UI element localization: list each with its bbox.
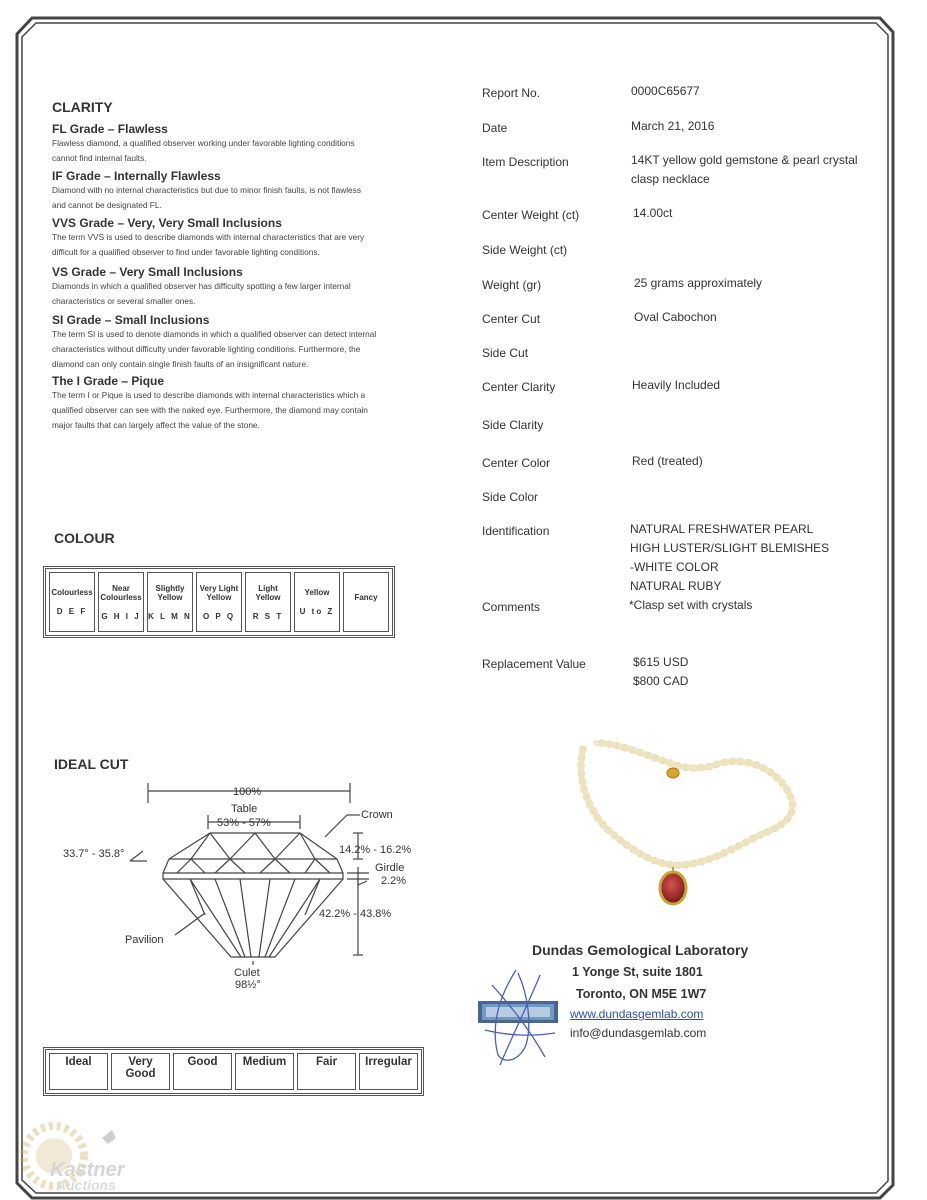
cut-label-culet: Culet — [234, 967, 260, 979]
cut-grade-medium: Medium — [235, 1053, 294, 1090]
cut-label-table: Table — [231, 803, 258, 815]
cut-grade-fair: Fair — [297, 1053, 356, 1090]
grade-vs — [52, 265, 422, 313]
field-value: $615 USD $800 CAD — [633, 655, 689, 688]
colour-cell-slightly-yellow: Slightly Yellow K L M N — [147, 572, 193, 632]
field-value: 14KT yellow gold gemstone & pearl crystal clasp necklace — [631, 153, 858, 186]
necklace-photo — [565, 735, 835, 915]
colour-cell-light-yellow: Light Yellow R S T — [245, 572, 291, 632]
colour-cell-colourless: Colourless D E F — [49, 572, 95, 632]
grade-title: IF Grade – Internally Flawless — [52, 169, 221, 183]
field-label: Weight (gr) — [482, 278, 542, 292]
field-value: 25 grams approximately — [634, 276, 763, 290]
lab-address-2: Toronto, ON M5E 1W7 — [576, 987, 707, 1001]
field-value: 14.00ct — [633, 206, 673, 220]
grade-desc: Diamond with no internal characteristics but due to minor finish faults, is not flawless and cannot be designated FL. — [52, 185, 361, 210]
cut-label-culet-pct: 98½° — [235, 979, 261, 991]
cut-grade-good: Good — [173, 1053, 232, 1090]
grade-si — [52, 313, 422, 374]
field-label: Item Description — [482, 155, 569, 169]
colour-cell-yellow: Yellow U to Z — [294, 572, 340, 632]
cut-grade-table — [43, 1047, 424, 1096]
colour-cell-very-light-yellow: Very Light Yellow O P Q — [196, 572, 242, 632]
field-label: Side Weight (ct) — [482, 243, 568, 257]
field-label: Side Clarity — [482, 418, 544, 432]
field-label: Date — [482, 121, 508, 135]
cut-label-girdle: Girdle — [375, 862, 405, 874]
field-value: Oval Cabochon — [634, 310, 717, 324]
ideal-cut-heading: IDEAL CUT — [54, 756, 129, 772]
field-value: NATURAL FRESHWATER PEARL HIGH LUSTER/SLIGHT BLEMISHES -WHITE COLOR NATURAL RUBY — [630, 522, 830, 593]
grade-title: FL Grade – Flawless — [52, 122, 168, 136]
grade-title: SI Grade – Small Inclusions — [52, 313, 210, 327]
field-value: March 21, 2016 — [631, 119, 715, 133]
cut-label-crown: Crown — [361, 809, 393, 821]
grade-title: VS Grade – Very Small Inclusions — [52, 265, 243, 279]
watermark-line-2: Auctions — [56, 1177, 116, 1193]
lab-name: Dundas Gemological Laboratory — [532, 942, 749, 958]
colour-cell-near-colourless: Near Colourless G H I J — [98, 572, 144, 632]
field-label: Center Color — [482, 456, 551, 470]
lab-website-link[interactable]: www.dundasgemlab.com — [570, 1007, 704, 1021]
auction-watermark-logo — [12, 1108, 152, 1196]
field-label: Report No. — [482, 86, 541, 100]
field-value: Heavily Included — [632, 378, 721, 392]
grade-vvs — [52, 216, 422, 265]
grade-title: The I Grade – Pique — [52, 374, 165, 388]
grade-i — [52, 374, 422, 433]
field-label: Comments — [482, 600, 541, 614]
field-label: Identification — [482, 524, 550, 538]
cut-label-crown-height: 14.2% - 16.2% — [339, 844, 412, 856]
colour-cell-fancy: Fancy — [343, 572, 389, 632]
cut-grade-irregular: Irregular — [359, 1053, 418, 1090]
field-label: Center Cut — [482, 312, 541, 326]
cut-grade-ideal: Ideal — [49, 1053, 108, 1090]
grade-title: VVS Grade – Very, Very Small Inclusions — [52, 216, 282, 230]
diamond-cut-diagram — [55, 775, 435, 995]
cut-grade-very-good: Very Good — [111, 1053, 170, 1090]
field-label: Center Weight (ct) — [482, 208, 580, 222]
cut-label-pavilion: Pavilion — [125, 934, 164, 946]
clarity-heading: CLARITY — [52, 99, 113, 115]
grade-desc: The term SI is used to denote diamonds in which a qualified observer can detect internal characteristics without difficulty under favorable lighting conditions. Furthermore, the diamond can only contain single finish faults of an insignificant nature. — [52, 329, 377, 369]
clarity-grades — [52, 122, 422, 433]
grade-fl — [52, 122, 422, 169]
cut-label-pavilion-depth: 42.2% - 43.8% — [319, 908, 392, 920]
field-label: Center Clarity — [482, 380, 556, 394]
field-label: Side Color — [482, 490, 539, 504]
field-value: 0000C65677 — [631, 84, 700, 98]
lab-address-1: 1 Yonge St, suite 1801 — [572, 965, 703, 979]
cut-label-100: 100% — [233, 786, 262, 798]
cut-label-table-range: 53% - 57% — [217, 817, 271, 829]
field-value: Red (treated) — [632, 454, 703, 468]
cut-label-girdle-pct: 2.2% — [381, 875, 407, 887]
colour-heading: COLOUR — [54, 530, 115, 546]
grade-desc: Flawless diamond, a qualified observer working under favorable lighting conditions cannot find internal faults. — [52, 138, 355, 163]
field-value: *Clasp set with crystals — [629, 598, 753, 612]
grade-desc: The term I or Pique is used to describe diamonds with internal characteristics which a qualified observer can see with the naked eye. Furthermore, the diamond may contain major faults that can largely affect the value of the stone. — [52, 390, 368, 430]
watermark-line-1: Kastner — [50, 1159, 125, 1181]
lab-email: info@dundasgemlab.com — [570, 1026, 707, 1040]
grade-if — [52, 169, 422, 216]
field-label: Replacement Value — [482, 657, 586, 671]
hologram-seal-signature — [470, 965, 565, 1070]
field-label: Side Cut — [482, 346, 529, 360]
grade-desc: Diamonds in which a qualified observer has difficulty spotting a few larger internal characteristics or several smaller ones. — [52, 281, 351, 306]
colour-scale-table — [43, 566, 395, 638]
grade-desc: The term VVS is used to describe diamonds with internal characteristics that are very difficult for a qualified observer to find under favorable lighting conditions. — [52, 232, 365, 257]
cut-label-crown-angle: 33.7° - 35.8° — [63, 848, 125, 860]
